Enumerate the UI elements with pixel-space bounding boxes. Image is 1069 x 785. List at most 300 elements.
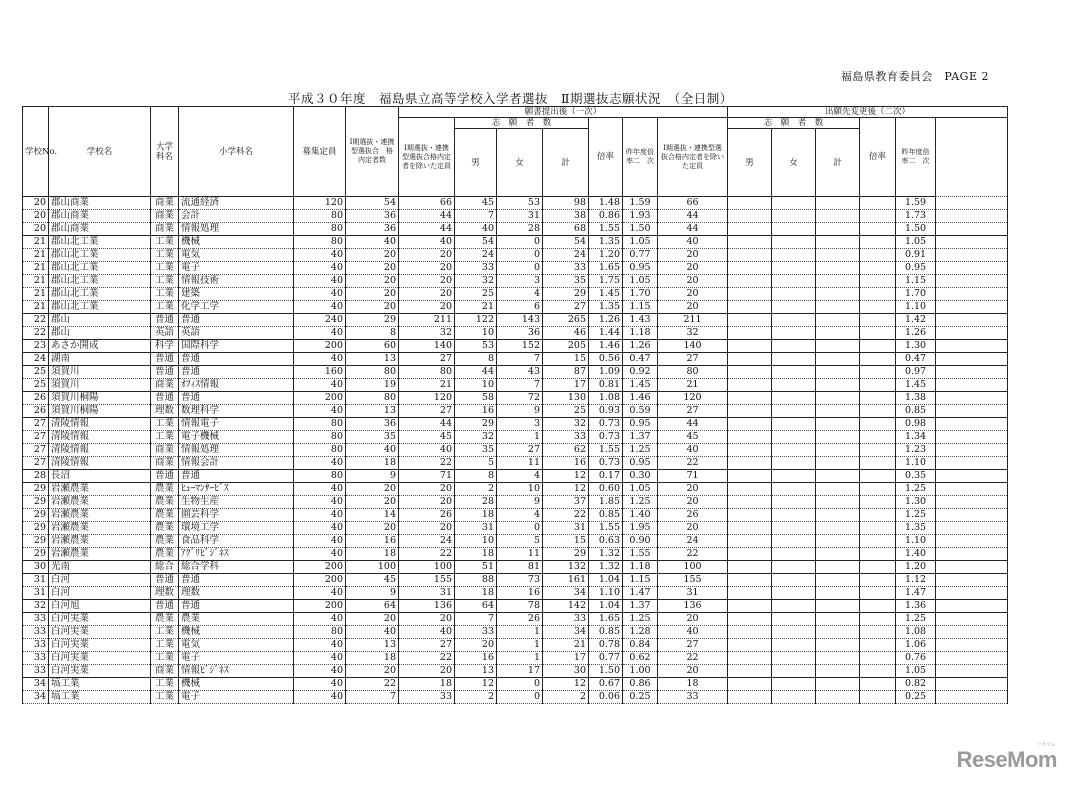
cell-quota2: 20 [658,275,728,288]
cell-major: 農業 [151,548,179,561]
cell-prev-ratio2: 0.95 [896,262,936,275]
cell-ratio2 [860,613,896,626]
cell-school-no: 29 [23,509,49,522]
cell-quota2: 80 [658,366,728,379]
cell-male: 88 [455,574,497,587]
cell-remarks [936,379,1008,392]
cell-male2 [728,210,772,223]
cell-school: 白河実業 [49,626,151,639]
cell-capacity: 40 [294,379,346,392]
cell-male: 20 [455,639,497,652]
cell-prev-ratio2: 0.47 [896,353,936,366]
cell-quota: 40 [399,236,455,249]
cell-minor: 電子 [179,691,294,704]
cell-school: 白河実業 [49,665,151,678]
cell-school-no: 22 [23,314,49,327]
table-row [23,678,1008,691]
table-row [23,587,1008,600]
cell-phase1-pass: 64 [346,600,399,613]
cell-quota2: 20 [658,613,728,626]
applicants-table [22,106,1008,704]
cell-quota: 140 [399,340,455,353]
cell-major: 普通 [151,574,179,587]
cell-male2 [728,353,772,366]
cell-total2 [816,509,860,522]
cell-total: 24 [543,249,589,262]
cell-total: 130 [543,392,589,405]
cell-prev-ratio: 1.00 [623,665,658,678]
cell-total2 [816,249,860,262]
cell-school: 郡山北工業 [49,236,151,249]
cell-male2 [728,574,772,587]
cell-quota: 26 [399,509,455,522]
cell-ratio: 0.81 [589,379,623,392]
cell-prev-ratio: 1.25 [623,613,658,626]
cell-male2 [728,535,772,548]
cell-phase1-pass: 13 [346,639,399,652]
cell-prev-ratio: 1.50 [623,223,658,236]
cell-ratio2 [860,522,896,535]
cell-prev-ratio: 1.59 [623,197,658,210]
cell-female: 11 [497,457,543,470]
cell-remarks [936,522,1008,535]
cell-male: 2 [455,483,497,496]
cell-prev-ratio2: 0.97 [896,366,936,379]
cell-male: 8 [455,353,497,366]
cell-ratio: 0.06 [589,691,623,704]
cell-phase1-pass: 18 [346,548,399,561]
cell-major: 普通 [151,600,179,613]
cell-remarks [936,548,1008,561]
cell-school-no: 29 [23,548,49,561]
cell-capacity: 40 [294,288,346,301]
cell-school-no: 34 [23,691,49,704]
cell-total: 33 [543,262,589,275]
cell-male: 13 [455,665,497,678]
applicants-header: 志 願 者 数 [455,118,589,129]
cell-male2 [728,600,772,613]
cell-school: 岩瀬農業 [49,483,151,496]
cell-female2 [772,626,816,639]
cell-major: 理数 [151,405,179,418]
cell-quota2: 22 [658,457,728,470]
cell-school: 須賀川桐陽 [49,392,151,405]
cell-school: 白河実業 [49,652,151,665]
cell-total: 17 [543,652,589,665]
cell-minor: 情報技術 [179,275,294,288]
cell-ratio2 [860,366,896,379]
cell-remarks [936,613,1008,626]
cell-phase1-pass: 80 [346,366,399,379]
cell-school: 郡山北工業 [49,288,151,301]
cell-quota2: 27 [658,405,728,418]
cell-major: 工業 [151,652,179,665]
cell-school-no: 27 [23,418,49,431]
cell-prev-ratio: 1.25 [623,444,658,457]
cell-phase1-pass: 54 [346,197,399,210]
col-female2: 女 [772,129,816,197]
table-row [23,327,1008,340]
cell-major: 英語 [151,327,179,340]
cell-male2 [728,405,772,418]
cell-total: 33 [543,613,589,626]
cell-female: 4 [497,509,543,522]
cell-female: 1 [497,431,543,444]
col-total: 計 [543,129,589,197]
cell-minor: 電子 [179,652,294,665]
cell-female: 27 [497,444,543,457]
cell-female: 0 [497,678,543,691]
table-row [23,691,1008,704]
cell-capacity: 40 [294,353,346,366]
cell-remarks [936,249,1008,262]
cell-male2 [728,327,772,340]
cell-phase1-pass: 60 [346,340,399,353]
cell-school: あさか開成 [49,340,151,353]
cell-phase1-pass: 7 [346,691,399,704]
cell-male2 [728,314,772,327]
cell-female2 [772,301,816,314]
cell-capacity: 40 [294,639,346,652]
cell-phase1-pass: 20 [346,522,399,535]
cell-total2 [816,418,860,431]
cell-minor: 理数 [179,587,294,600]
cell-ratio2 [860,652,896,665]
cell-school-no: 33 [23,613,49,626]
cell-female: 152 [497,340,543,353]
cell-female2 [772,457,816,470]
cell-ratio: 0.93 [589,405,623,418]
cell-male2 [728,418,772,431]
cell-school-no: 26 [23,392,49,405]
cell-female: 3 [497,275,543,288]
cell-ratio2 [860,678,896,691]
cell-quota2: 20 [658,665,728,678]
cell-ratio2 [860,392,896,405]
cell-total: 87 [543,366,589,379]
cell-school: 白河実業 [49,639,151,652]
cell-prev-ratio: 1.15 [623,301,658,314]
cell-female2 [772,522,816,535]
cell-ratio: 1.09 [589,366,623,379]
cell-school-no: 31 [23,574,49,587]
table-row [23,353,1008,366]
cell-remarks [936,275,1008,288]
cell-minor: 機械 [179,678,294,691]
cell-male: 10 [455,535,497,548]
cell-school-no: 27 [23,444,49,457]
cell-total: 22 [543,509,589,522]
cell-phase1-pass: 13 [346,353,399,366]
cell-ratio2 [860,262,896,275]
cell-female2 [772,444,816,457]
cell-remarks [936,327,1008,340]
cell-female: 4 [497,470,543,483]
cell-phase1-pass: 18 [346,652,399,665]
cell-quota: 44 [399,418,455,431]
cell-capacity: 40 [294,457,346,470]
cell-female2 [772,379,816,392]
cell-total2 [816,262,860,275]
cell-prev-ratio: 0.84 [623,639,658,652]
cell-quota: 20 [399,496,455,509]
cell-minor: 情報会計 [179,457,294,470]
cell-phase1-pass: 14 [346,509,399,522]
cell-school-no: 23 [23,340,49,353]
cell-minor: 普通 [179,600,294,613]
cell-ratio: 1.26 [589,314,623,327]
cell-male: 29 [455,418,497,431]
col-prev-ratio: 昨年度倍 率二 次 [623,118,658,197]
cell-total2 [816,522,860,535]
cell-total2 [816,574,860,587]
cell-capacity: 40 [294,327,346,340]
cell-total: 21 [543,639,589,652]
cell-ratio: 1.20 [589,249,623,262]
cell-female: 1 [497,652,543,665]
cell-female: 7 [497,353,543,366]
cell-total: 265 [543,314,589,327]
cell-school: 郡山商業 [49,197,151,210]
cell-prev-ratio: 1.70 [623,288,658,301]
cell-ratio: 0.73 [589,418,623,431]
cell-ratio: 1.32 [589,561,623,574]
cell-major: 工業 [151,249,179,262]
cell-prev-ratio: 0.62 [623,652,658,665]
cell-quota2: 20 [658,496,728,509]
cell-capacity: 40 [294,509,346,522]
table-row [23,483,1008,496]
cell-capacity: 80 [294,444,346,457]
cell-female: 3 [497,418,543,431]
cell-school: 郡山商業 [49,210,151,223]
cell-quota: 20 [399,249,455,262]
cell-prev-ratio2: 1.05 [896,236,936,249]
cell-phase1-pass: 13 [346,405,399,418]
cell-male: 18 [455,509,497,522]
cell-quota2: 20 [658,249,728,262]
cell-prev-ratio: 1.05 [623,275,658,288]
cell-school: 郡山北工業 [49,301,151,314]
cell-male: 8 [455,470,497,483]
cell-quota: 40 [399,626,455,639]
cell-quota: 40 [399,444,455,457]
cell-quota2: 40 [658,444,728,457]
cell-prev-ratio: 1.28 [623,626,658,639]
cell-phase1-pass: 40 [346,236,399,249]
cell-quota2: 20 [658,483,728,496]
cell-male: 10 [455,327,497,340]
cell-ratio: 0.86 [589,210,623,223]
cell-female: 36 [497,327,543,340]
cell-total2 [816,366,860,379]
cell-school-no: 24 [23,353,49,366]
cell-school-no: 32 [23,600,49,613]
table-row [23,431,1008,444]
cell-quota2: 24 [658,535,728,548]
cell-school: 清陵情報 [49,444,151,457]
cell-minor: 食品科学 [179,535,294,548]
table-row [23,639,1008,652]
table-row [23,496,1008,509]
cell-minor: 電気 [179,639,294,652]
cell-total2 [816,548,860,561]
cell-remarks [936,431,1008,444]
cell-school-no: 27 [23,457,49,470]
cell-female2 [772,418,816,431]
cell-female: 0 [497,249,543,262]
cell-prev-ratio2: 1.36 [896,600,936,613]
cell-quota2: 44 [658,210,728,223]
cell-total2 [816,288,860,301]
cell-total2 [816,444,860,457]
cell-school-no: 33 [23,626,49,639]
cell-phase1-pass: 20 [346,613,399,626]
cell-total: 161 [543,574,589,587]
cell-minor: 流通経済 [179,197,294,210]
cell-remarks [936,210,1008,223]
cell-quota: 20 [399,522,455,535]
cell-male: 25 [455,288,497,301]
cell-male2 [728,288,772,301]
cell-female2 [772,327,816,340]
cell-minor: 普通 [179,353,294,366]
cell-phase1-pass: 8 [346,327,399,340]
cell-major: 農業 [151,522,179,535]
cell-remarks [936,535,1008,548]
cell-ratio: 1.35 [589,301,623,314]
cell-capacity: 40 [294,301,346,314]
table-row [23,392,1008,405]
cell-phase1-pass: 29 [346,314,399,327]
col-ratio: 倍率 [589,118,623,197]
cell-male: 53 [455,340,497,353]
cell-ratio2 [860,431,896,444]
table-row [23,444,1008,457]
cell-major: 農業 [151,535,179,548]
cell-ratio: 1.50 [589,665,623,678]
cell-school: 塙工業 [49,691,151,704]
cell-major: 工業 [151,288,179,301]
cell-ratio: 1.08 [589,392,623,405]
cell-quota2: 20 [658,288,728,301]
cell-minor: 情報処理 [179,223,294,236]
cell-total2 [816,600,860,613]
table-row [23,210,1008,223]
col-prev-ratio2: 昨年度倍 率二 次 [896,118,936,197]
cell-total: 15 [543,353,589,366]
cell-total2 [816,431,860,444]
cell-capacity: 40 [294,496,346,509]
cell-capacity: 240 [294,314,346,327]
resemom-logo-text: ReseMom [956,747,1057,772]
cell-capacity: 40 [294,405,346,418]
cell-quota2: 120 [658,392,728,405]
cell-male2 [728,522,772,535]
cell-female2 [772,496,816,509]
cell-prev-ratio: 1.18 [623,561,658,574]
cell-phase1-pass: 19 [346,379,399,392]
cell-quota2: 27 [658,353,728,366]
cell-total: 37 [543,496,589,509]
cell-female2 [772,431,816,444]
cell-female2 [772,197,816,210]
cell-prev-ratio2: 1.73 [896,210,936,223]
cell-quota: 24 [399,535,455,548]
cell-total: 16 [543,457,589,470]
cell-major: 農業 [151,613,179,626]
cell-total: 38 [543,210,589,223]
cell-minor: 電子 [179,262,294,275]
cell-quota2: 40 [658,236,728,249]
cell-male: 33 [455,626,497,639]
cell-female2 [772,392,816,405]
col-male: 男 [455,129,497,197]
cell-minor: 普通 [179,366,294,379]
cell-female: 0 [497,262,543,275]
cell-major: 普通 [151,366,179,379]
cell-capacity: 40 [294,678,346,691]
cell-major: 普通 [151,470,179,483]
cell-male: 33 [455,262,497,275]
cell-major: 農業 [151,496,179,509]
cell-prev-ratio2: 0.25 [896,691,936,704]
cell-major: 農業 [151,483,179,496]
cell-ratio: 0.77 [589,652,623,665]
cell-quota: 80 [399,366,455,379]
cell-major: 工業 [151,418,179,431]
cell-phase1-pass: 18 [346,457,399,470]
cell-minor: 国際科学 [179,340,294,353]
table-row [23,197,1008,210]
cell-major: 商業 [151,444,179,457]
cell-female: 9 [497,496,543,509]
cell-capacity: 80 [294,418,346,431]
cell-quota: 44 [399,210,455,223]
cell-ratio: 1.48 [589,197,623,210]
cell-male: 5 [455,457,497,470]
cell-remarks [936,678,1008,691]
cell-quota2: 27 [658,639,728,652]
cell-male: 45 [455,197,497,210]
cell-total2 [816,613,860,626]
cell-school-no: 29 [23,522,49,535]
cell-quota: 136 [399,600,455,613]
page-label: 福島県教育委員会 PAGE 2 [840,70,989,83]
cell-female2 [772,574,816,587]
cell-prev-ratio2: 1.26 [896,327,936,340]
cell-major: 普通 [151,353,179,366]
cell-prev-ratio: 1.25 [623,496,658,509]
cell-remarks [936,405,1008,418]
cell-male2 [728,691,772,704]
cell-school-no: 20 [23,197,49,210]
cell-ratio: 0.73 [589,431,623,444]
cell-remarks [936,366,1008,379]
cell-quota2: 31 [658,587,728,600]
cell-total: 29 [543,288,589,301]
cell-remarks [936,301,1008,314]
cell-male2 [728,496,772,509]
cell-school-no: 22 [23,327,49,340]
cell-school: 岩瀬農業 [49,522,151,535]
cell-quota: 45 [399,431,455,444]
cell-quota: 22 [399,457,455,470]
cell-total: 2 [543,691,589,704]
cell-prev-ratio: 1.47 [623,587,658,600]
cell-prev-ratio2: 1.10 [896,535,936,548]
cell-school-no: 27 [23,431,49,444]
